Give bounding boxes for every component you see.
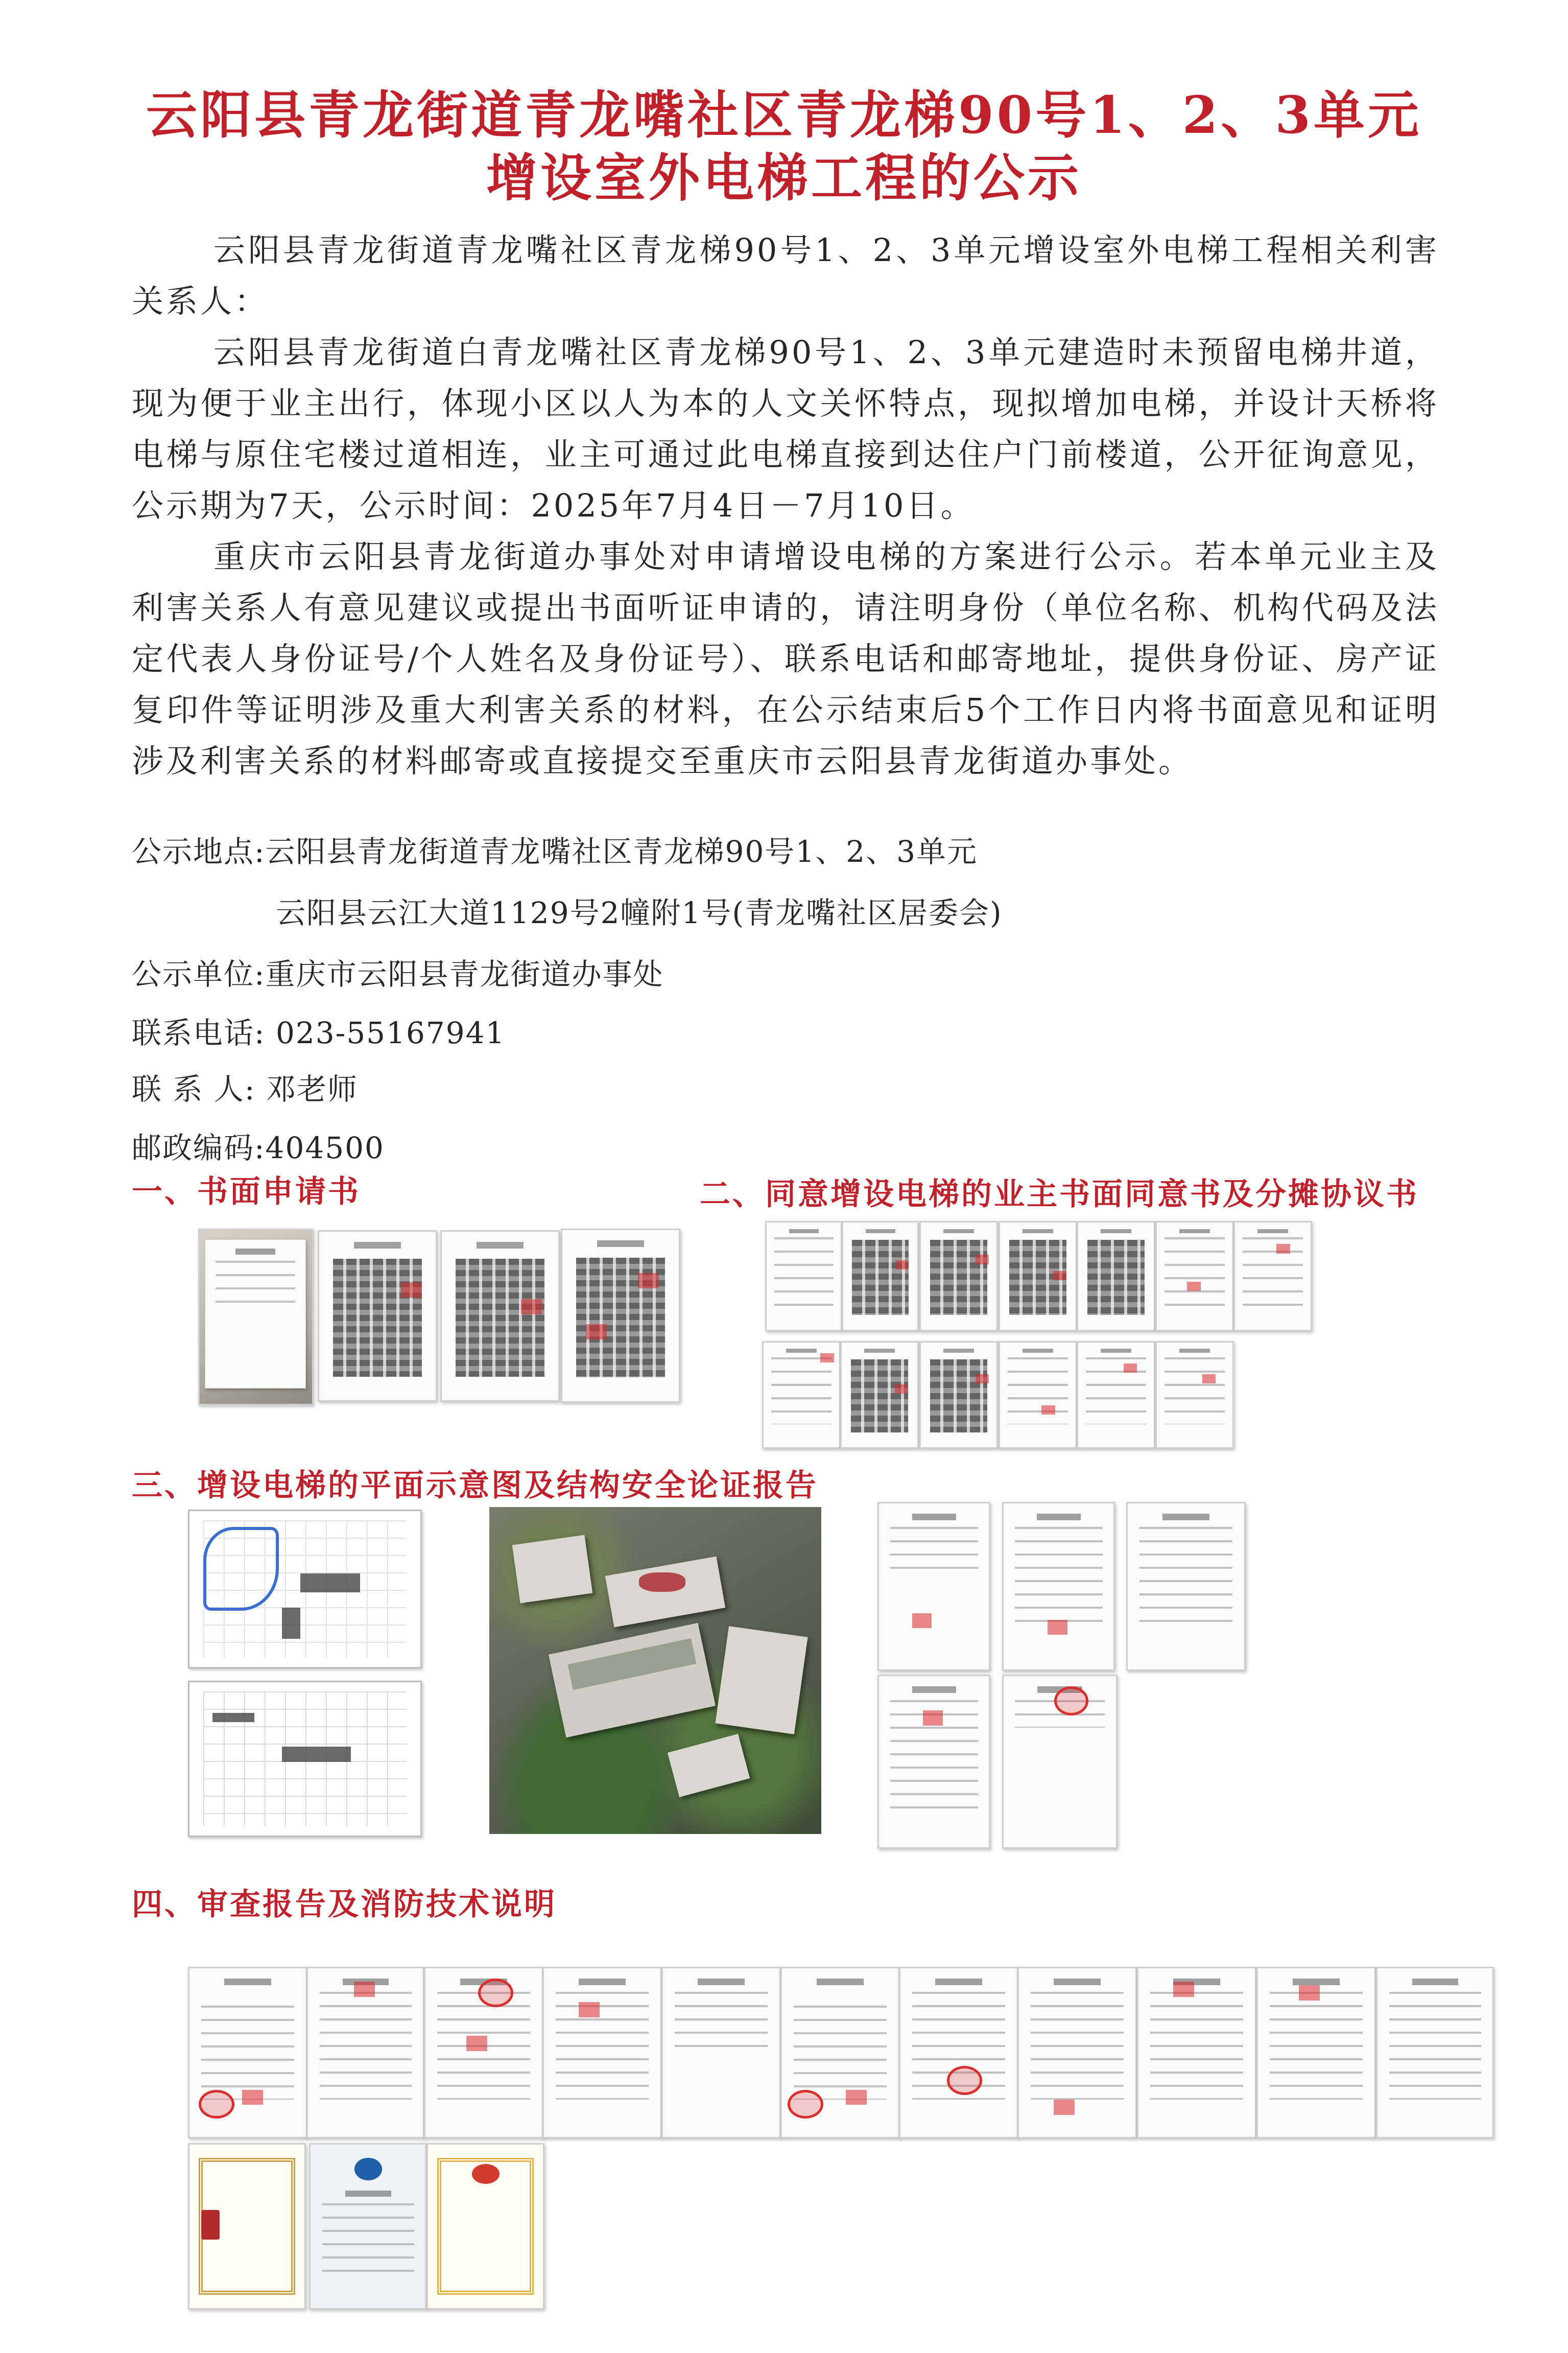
application-doc-2: [318, 1230, 437, 1402]
location-line1: 公示地点:云阳县青龙街道青龙嘴社区青龙梯90号1、2、3单元: [132, 834, 978, 869]
application-doc-1: [198, 1229, 314, 1405]
contact-phone: 联系电话: 023-55167941: [132, 1016, 506, 1050]
contact-person: 联 系 人: 邓老师: [132, 1072, 358, 1107]
review-doc-8: [1017, 1967, 1137, 2138]
paragraph-2: 重庆市云阳县青龙街道办事处对申请增设电梯的方案进行公示。若本单元业主及利害关系人有意见建议或提出书面听证申请的，请注明身份（单位名称、机构代码及法定代表人身份证号/个人姓名及身份证号）、联系电话和邮寄地址，提供身份证、房产证复印件等证明涉及重大利害关系的材料，在公示结束后5个工作日内将书面意见和证明涉及利害关系的材料邮寄或直接提交至重庆市云阳县青龙街道办事处。: [132, 538, 1439, 780]
review-doc-2: [306, 1967, 424, 2138]
review-doc-3: [424, 1967, 543, 2138]
section-2-heading: 二、同意增设电梯的业主书面同意书及分摊协议书: [700, 1176, 1419, 1212]
business-license-cert: [188, 2143, 306, 2310]
consent-doc-11: [999, 1341, 1077, 1449]
page-title-line2: 增设室外电梯工程的公示: [486, 148, 1082, 208]
review-doc-7: [899, 1967, 1018, 2138]
safety-report-4: [877, 1675, 990, 1849]
review-doc-1: [188, 1967, 307, 2138]
review-doc-11: [1376, 1967, 1494, 2138]
consent-doc-3: [919, 1221, 998, 1331]
section-3-heading: 三、增设电梯的平面示意图及结构安全论证报告: [132, 1468, 818, 1503]
review-doc-9: [1137, 1967, 1256, 2138]
safety-report-2: [1002, 1502, 1115, 1671]
consent-doc-12: [1077, 1341, 1155, 1449]
site-plan-1: [188, 1510, 422, 1668]
qualification-cert: [426, 2143, 544, 2310]
consent-doc-9: [840, 1341, 919, 1449]
review-doc-5: [661, 1967, 781, 2138]
consent-doc-2: [842, 1221, 919, 1331]
review-doc-10: [1256, 1967, 1376, 2138]
safety-report-5: [1002, 1675, 1118, 1849]
notice-body: [132, 225, 1439, 787]
section-1-heading: 一、书面申请书: [132, 1174, 361, 1210]
application-doc-3: [440, 1230, 560, 1402]
consent-doc-6: [1155, 1221, 1234, 1331]
consent-doc-4: [999, 1221, 1077, 1331]
application-doc-4: [561, 1229, 680, 1403]
consent-doc-7: [1233, 1221, 1312, 1331]
review-doc-6: [780, 1967, 900, 2138]
consent-doc-10: [919, 1341, 998, 1449]
salutation: 云阳县青龙街道青龙嘴社区青龙梯90号1、2、3单元增设室外电梯工程相关利害关系人：: [132, 231, 1439, 320]
safety-report-3: [1126, 1502, 1246, 1671]
consent-doc-8: [762, 1341, 841, 1449]
issuing-unit: 公示单位:重庆市云阳县青龙街道办事处: [132, 957, 664, 992]
consent-doc-1: [765, 1221, 842, 1331]
permit-cert: [309, 2143, 427, 2310]
application-page: [205, 1239, 306, 1389]
postal-code: 邮政编码:404500: [132, 1131, 385, 1165]
safety-report-1: [877, 1502, 990, 1671]
consent-doc-5: [1077, 1221, 1155, 1331]
paragraph-1: 云阳县青龙街道白青龙嘴社区青龙梯90号1、2、3单元建造时未预留电梯井道，现为便于业主出行，体现小区以人为本的人文关怀特点，现拟增加电梯，并设计天桥将电梯与原住宅楼过道相连，业主可通过此电梯直接到达住户门前楼道，公开征询意见，公示期为7天，公示时间：2025年7月4日－7月10日。: [132, 334, 1439, 524]
aerial-photo: [489, 1507, 821, 1834]
consent-doc-13: [1155, 1341, 1234, 1449]
review-doc-4: [542, 1967, 662, 2138]
page-title-line1: 云阳县青龙街道青龙嘴社区青龙梯90号1、2、3单元: [146, 85, 1422, 145]
section-4-heading: 四、审查报告及消防技术说明: [132, 1887, 557, 1922]
site-plan-2: [188, 1681, 422, 1837]
location-line2: 云阳县云江大道1129号2幢附1号(青龙嘴社区居委会): [276, 896, 1003, 930]
